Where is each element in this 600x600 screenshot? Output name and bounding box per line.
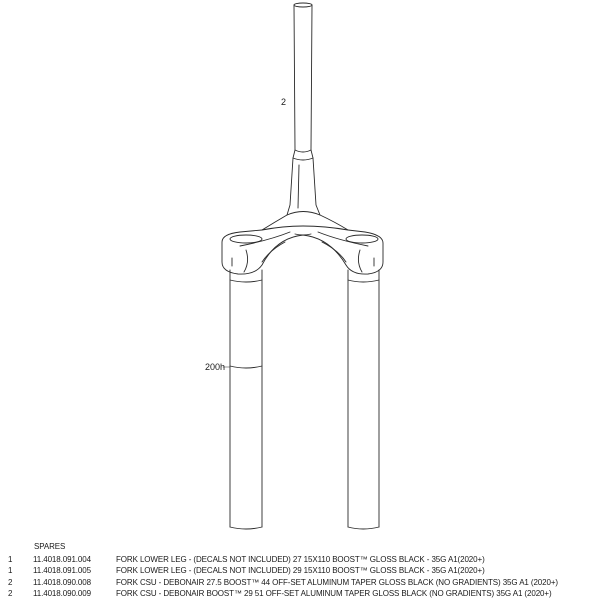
left-stanchion [230, 270, 262, 529]
spares-row [8, 554, 596, 566]
spares-row [8, 565, 596, 577]
spares-part-number: 11.4018.091.005 [33, 566, 91, 576]
spares-description: FORK LOWER LEG - (DECALS NOT INCLUDED) 29 15X110 BOOST™ GLOSS BLACK - 35G A1(2020+) [116, 566, 485, 576]
callout-lower-leg: 200h [205, 362, 226, 372]
spares-part-number: 11.4018.090.009 [33, 589, 91, 599]
callout-steerer: 2 [281, 97, 287, 107]
steerer-tube [287, 3, 320, 215]
spares-part-number: 11.4018.091.004 [33, 554, 91, 564]
spares-qty: 1 [8, 554, 13, 564]
spares-list [8, 541, 596, 600]
spares-description: FORK LOWER LEG - (DECALS NOT INCLUDED) 27 15X110 BOOST™ GLOSS BLACK - 35G A1(2020+) [116, 554, 485, 564]
spares-qty: 2 [8, 589, 13, 599]
spares-description: FORK CSU - DEBONAIR BOOST™ 29 51 OFF-SET ALUMINUM TAPER GLOSS BLACK (NO GRADIENTS) 35G A1 (2020+) [116, 589, 552, 599]
spares-qty: 1 [8, 566, 13, 576]
spares-description: FORK CSU - DEBONAIR 27.5 BOOST™ 44 OFF-SET ALUMINUM TAPER GLOSS BLACK (NO GRADIENTS) 35G A1 (2020+) [116, 577, 558, 587]
spares-part-number: 11.4018.090.008 [33, 577, 91, 587]
spares-heading: SPARES [34, 542, 66, 551]
right-stanchion [348, 270, 379, 529]
fork-crown [222, 212, 383, 275]
spares-qty: 2 [8, 577, 13, 587]
spares-row [8, 577, 596, 589]
spares-row [8, 588, 596, 600]
